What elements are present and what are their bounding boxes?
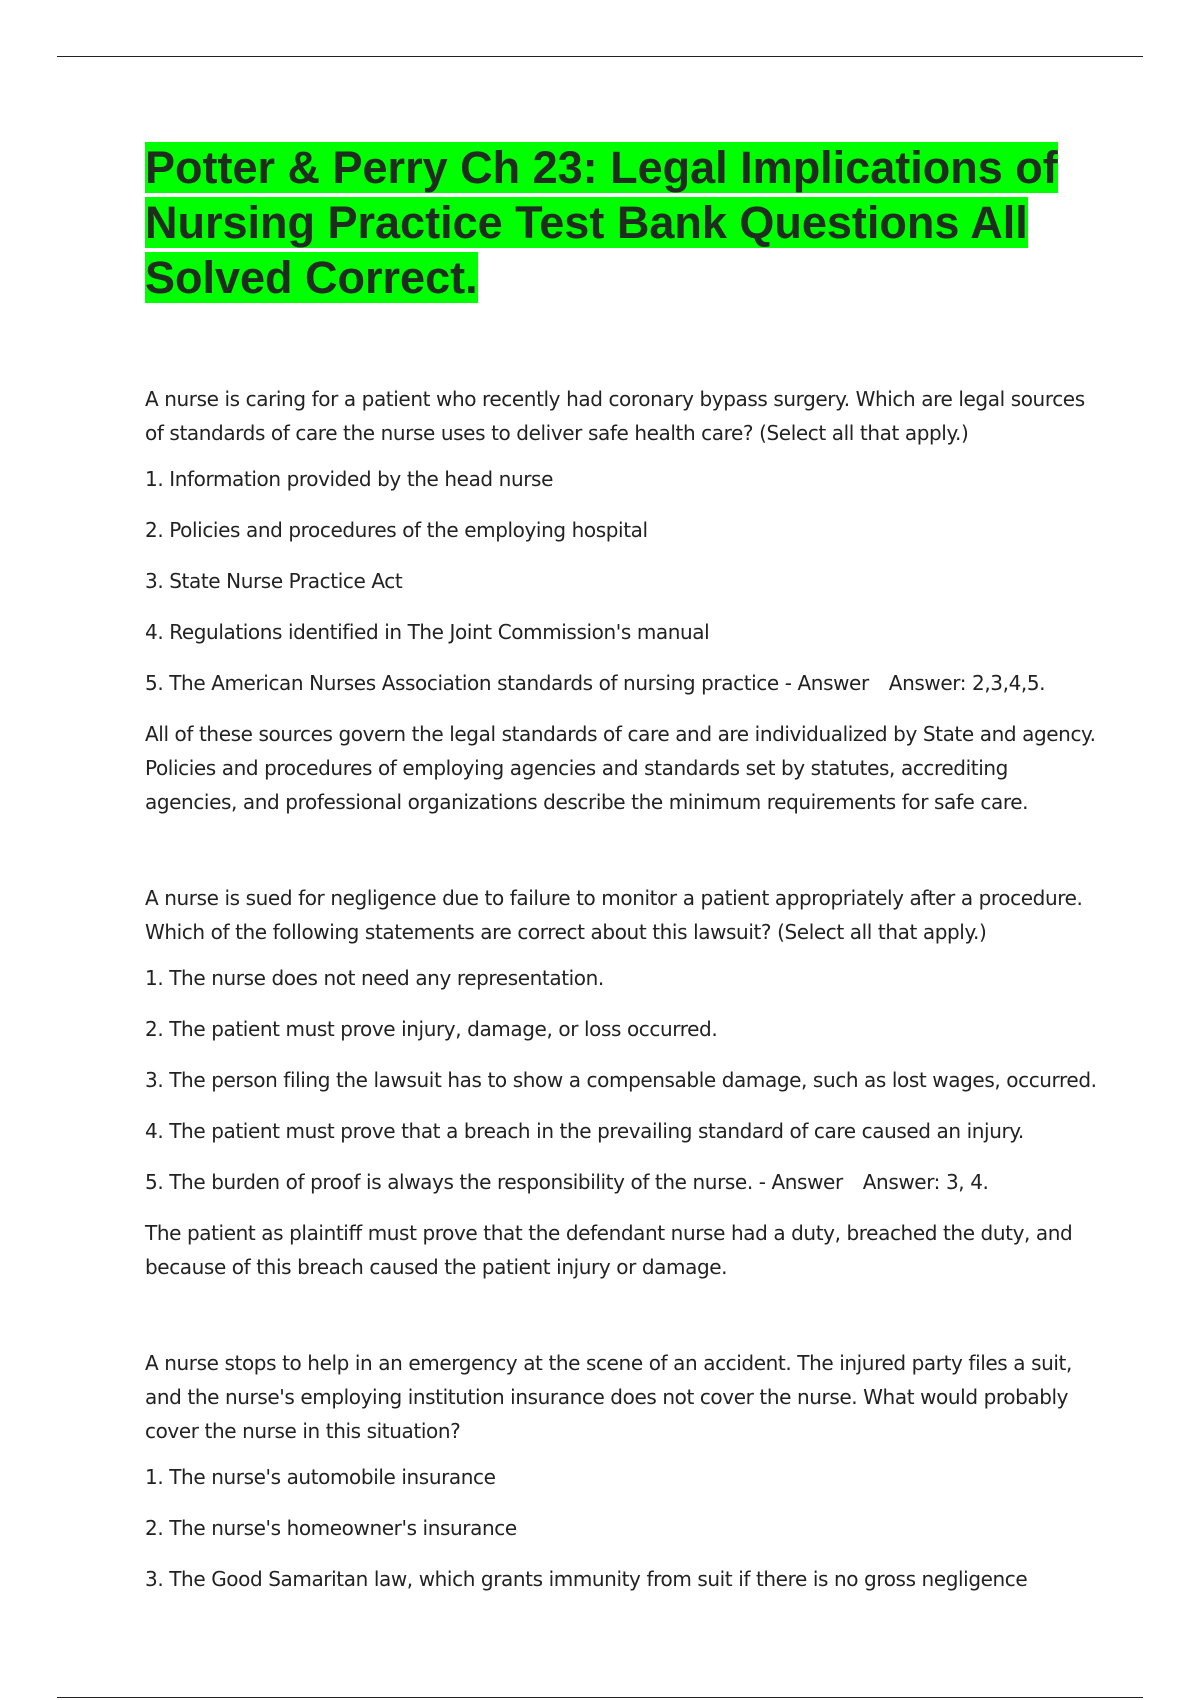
rationale: All of these sources govern the legal standards of care and are individualized by State and agency. Policies and procedures of employing agencies and standards set by statutes, accrediting agencies, and professional organizations describe the minimum requirements for safe care. xyxy=(145,722,1096,814)
question-stem: A nurse is sued for negligence due to failure to monitor a patient appropriately after a procedure. Which of the following statements are correct about this lawsuit? (Select all that apply.) xyxy=(145,886,1083,944)
answer-option-line xyxy=(145,1165,1105,1199)
answer-option: 2. The nurse's homeowner's insurance xyxy=(145,1516,517,1540)
question-stem: A nurse stops to help in an emergency at the scene of an accident. The injured party files a suit, and the nurse's employing institution insurance does not cover the nurse. What would probably cover the nurse in this situation? xyxy=(145,1351,1072,1443)
question-2 xyxy=(145,881,1105,1284)
answer-key: Answer: 2,3,4,5. xyxy=(888,671,1046,695)
question-list xyxy=(145,382,1105,1596)
question-3 xyxy=(145,1346,1105,1596)
answer-option-line xyxy=(145,666,1105,700)
answer-option: 1. The nurse's automobile insurance xyxy=(145,1465,496,1489)
answer-option: 2. Policies and procedures of the employing hospital xyxy=(145,518,648,542)
answer-option: 2. The patient must prove injury, damage, or loss occurred. xyxy=(145,1017,718,1041)
answer-option: 4. The patient must prove that a breach in the prevailing standard of care caused an injury. xyxy=(145,1119,1024,1143)
answer-option: 1. Information provided by the head nurse xyxy=(145,467,553,491)
answer-option: 5. The American Nurses Association standards of nursing practice - Answer xyxy=(145,671,869,695)
answer-option: 3. State Nurse Practice Act xyxy=(145,569,403,593)
answer-option: 5. The burden of proof is always the responsibility of the nurse. - Answer xyxy=(145,1170,843,1194)
rationale: The patient as plaintiff must prove that the defendant nurse had a duty, breached the duty, and because of this breach caused the patient injury or damage. xyxy=(145,1221,1073,1279)
answer-option: 3. The Good Samaritan law, which grants immunity from suit if there is no gross negligence xyxy=(145,1567,1028,1591)
document-title xyxy=(145,140,1105,305)
answer-option: 4. Regulations identified in The Joint Commission's manual xyxy=(145,620,710,644)
bottom-rule xyxy=(57,1697,1143,1698)
answer-option: 1. The nurse does not need any representation. xyxy=(145,966,604,990)
answer-option: 3. The person filing the lawsuit has to show a compensable damage, such as lost wages, occurred. xyxy=(145,1068,1097,1092)
document-body xyxy=(145,140,1105,1613)
question-1 xyxy=(145,382,1105,819)
question-stem: A nurse is caring for a patient who recently had coronary bypass surgery. Which are legal sources of standards of care the nurse uses to deliver safe health care? (Select all that apply.) xyxy=(145,387,1085,445)
title-highlight: Potter & Perry Ch 23: Legal Implications of Nursing Practice Test Bank Questions All Solved Correct. xyxy=(145,142,1058,303)
answer-key: Answer: 3, 4. xyxy=(862,1170,989,1194)
top-rule xyxy=(57,56,1143,57)
